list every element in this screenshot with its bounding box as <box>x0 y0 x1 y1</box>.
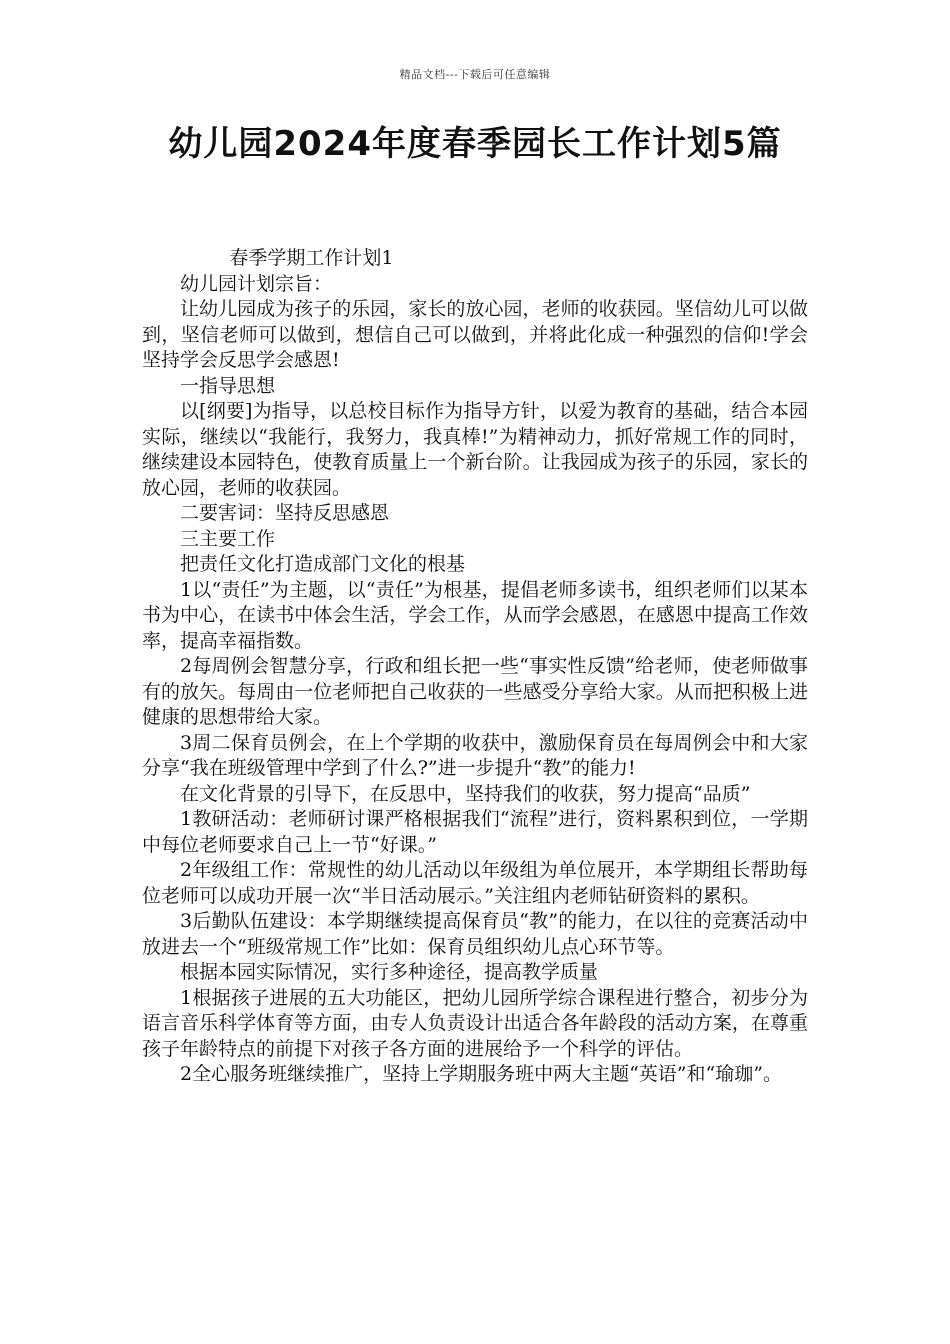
section-subtitle: 春季学期工作计划1 <box>229 247 394 269</box>
paragraph: 2年级组工作：常规性的幼儿活动以年级组为单位展开，本学期组长帮助每位老师可以成功开展一次“半日活动展示。”关注组内老师钻研资料的累积。 <box>142 859 808 907</box>
document-body <box>142 246 808 1088</box>
paragraph: 2每周例会智慧分享，行政和组长把一些“事实性反馈”给老师，使老师做事有的放矢。每周由一位老师把自己收获的一些感受分享给大家。从而把积极上进健康的思想带给大家。 <box>142 655 808 728</box>
section-heading: 二要害词：坚持反思感恩 <box>180 502 390 524</box>
paragraph: 1教研活动：老师研讨课严格根据我们“流程”进行，资料累积到位，一学期中每位老师要求自己上一节“好课。” <box>142 808 808 856</box>
paragraph: 把责任文化打造成部门文化的根基 <box>180 553 466 575</box>
paragraph: 2全心服务班继续推广，坚持上学期服务班中两大主题“英语”和“瑜珈”。 <box>180 1063 782 1085</box>
paragraph: 以[纲要]为指导，以总校目标作为指导方针，以爱为教育的基础，结合本园实际，继续以“我能行，我努力，我真棒!”为精神动力，抓好常规工作的同时，继续建设本园特色，使教育质量上一个新台阶。让我园成为孩子的乐园，家长的放心园，老师的收获园。 <box>142 400 808 499</box>
paragraph: 根据本园实际情况，实行多种途径，提高教学质量 <box>180 961 599 983</box>
section-heading: 一指导思想 <box>180 374 276 397</box>
paragraph: 在文化背景的引导下，在反思中，坚持我们的收获，努力提高“品质” <box>180 782 751 805</box>
header-note: 精品文档---下载后可任意编辑 <box>399 68 551 81</box>
section-heading: 三主要工作 <box>180 527 276 550</box>
paragraph: 让幼儿园成为孩子的乐园，家长的放心园，老师的收获园。坚信幼儿可以做到，坚信老师可以做到，想信自己可以做到，并将此化成一种强烈的信仰!学会坚持学会反思学会感恩! <box>142 298 808 371</box>
paragraph: 1以“责任”为主题，以“责任”为根基，提倡老师多读书，组织老师们以某本书为中心，在读书中体会生活，学会工作，从而学会感恩，在感恩中提高工作效率，提高幸福指数。 <box>142 578 808 652</box>
paragraph: 幼儿园计划宗旨： <box>180 272 333 295</box>
paragraph: 1根据孩子进展的五大功能区，把幼儿园所学综合课程进行整合，初步分为语言音乐科学体育等方面，由专人负责设计出适合各年龄段的活动方案，在尊重孩子年龄特点的前提下对孩子各方面的进展给予一个科学的评估。 <box>142 986 808 1060</box>
document-title: 幼儿园2024年度春季园长工作计划5篇 <box>168 124 782 164</box>
paragraph: 3后勤队伍建设：本学期继续提高保育员“教”的能力，在以往的竞赛活动中放进去一个“班级常规工作”比如：保育员组织幼儿点心环节等。 <box>142 910 808 958</box>
paragraph: 3周二保育员例会，在上个学期的收获中，激励保育员在每周例会中和大家分享“我在班级管理中学到了什么?”进一步提升“教”的能力! <box>142 731 808 779</box>
